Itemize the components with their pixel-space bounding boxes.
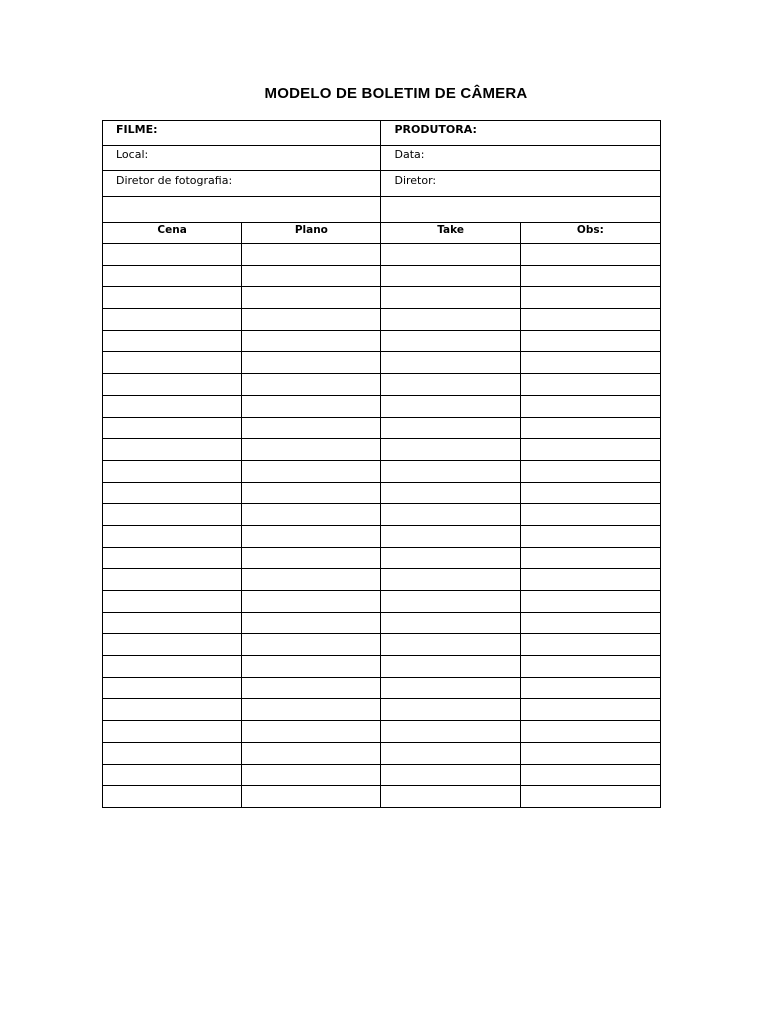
cell-obs[interactable] xyxy=(520,547,660,569)
table-row xyxy=(103,786,661,808)
cell-cena[interactable] xyxy=(103,309,242,331)
filme-label: FILME: xyxy=(116,123,158,136)
cell-take[interactable] xyxy=(381,569,520,591)
cell-obs[interactable] xyxy=(520,460,660,482)
cell-cena[interactable] xyxy=(103,330,242,352)
table-row xyxy=(103,460,661,482)
cell-plano[interactable] xyxy=(242,699,381,721)
cell-cena[interactable] xyxy=(103,374,242,396)
cell-plano[interactable] xyxy=(242,460,381,482)
cell-plano[interactable] xyxy=(242,764,381,786)
cell-take[interactable] xyxy=(381,244,520,266)
cell-obs[interactable] xyxy=(520,374,660,396)
blank-field-left[interactable] xyxy=(103,197,381,223)
cell-cena[interactable] xyxy=(103,287,242,309)
diretor-label: Diretor: xyxy=(394,174,437,187)
cell-plano[interactable] xyxy=(242,330,381,352)
cell-cena[interactable] xyxy=(103,244,242,266)
cell-obs[interactable] xyxy=(520,439,660,461)
table-row xyxy=(103,569,661,591)
cell-obs[interactable] xyxy=(520,287,660,309)
cell-plano[interactable] xyxy=(242,547,381,569)
column-header-take: Take xyxy=(381,223,520,244)
page-title: MODELO DE BOLETIM DE CÂMERA xyxy=(264,85,528,102)
table-row xyxy=(103,721,661,743)
blank-field-right[interactable] xyxy=(381,197,661,223)
cell-cena[interactable] xyxy=(103,634,242,656)
cell-take[interactable] xyxy=(381,330,520,352)
cell-plano[interactable] xyxy=(242,504,381,526)
diretor-field[interactable] xyxy=(381,171,661,197)
cell-obs[interactable] xyxy=(520,265,660,287)
table-row xyxy=(103,504,661,526)
cell-obs[interactable] xyxy=(520,525,660,547)
cell-cena[interactable] xyxy=(103,721,242,743)
column-header-row xyxy=(103,223,661,244)
cell-take[interactable] xyxy=(381,265,520,287)
table-row xyxy=(103,525,661,547)
table-row xyxy=(103,374,661,396)
table-row xyxy=(103,656,661,678)
cell-plano[interactable] xyxy=(242,352,381,374)
cell-cena[interactable] xyxy=(103,591,242,613)
table-row xyxy=(103,482,661,504)
table-row xyxy=(103,352,661,374)
cell-take[interactable] xyxy=(381,525,520,547)
cell-obs[interactable] xyxy=(520,482,660,504)
table-row xyxy=(103,309,661,331)
cell-cena[interactable] xyxy=(103,786,242,808)
cell-plano[interactable] xyxy=(242,525,381,547)
cell-obs[interactable] xyxy=(520,764,660,786)
cell-take[interactable] xyxy=(381,460,520,482)
table-row xyxy=(103,699,661,721)
cell-obs[interactable] xyxy=(520,330,660,352)
cell-take[interactable] xyxy=(381,634,520,656)
cell-take[interactable] xyxy=(381,374,520,396)
table-row xyxy=(103,547,661,569)
cell-cena[interactable] xyxy=(103,352,242,374)
cell-plano[interactable] xyxy=(242,395,381,417)
table-row xyxy=(103,439,661,461)
cell-cena[interactable] xyxy=(103,525,242,547)
cell-cena[interactable] xyxy=(103,612,242,634)
cell-cena[interactable] xyxy=(103,265,242,287)
cell-take[interactable] xyxy=(381,764,520,786)
cell-obs[interactable] xyxy=(520,591,660,613)
cell-obs[interactable] xyxy=(520,504,660,526)
cell-plano[interactable] xyxy=(242,374,381,396)
local-label: Local: xyxy=(116,148,149,161)
cell-take[interactable] xyxy=(381,482,520,504)
cell-plano[interactable] xyxy=(242,265,381,287)
cell-take[interactable] xyxy=(381,547,520,569)
table-row xyxy=(103,612,661,634)
header-row-filme xyxy=(103,121,661,146)
produtora-field[interactable] xyxy=(381,121,661,146)
diretor-fotografia-field[interactable] xyxy=(103,171,381,197)
cell-plano[interactable] xyxy=(242,612,381,634)
cell-plano[interactable] xyxy=(242,309,381,331)
cell-cena[interactable] xyxy=(103,656,242,678)
camera-report-table xyxy=(102,120,661,808)
table-row xyxy=(103,677,661,699)
cell-take[interactable] xyxy=(381,742,520,764)
column-header-cena: Cena xyxy=(103,223,242,244)
table-row xyxy=(103,287,661,309)
cell-plano[interactable] xyxy=(242,742,381,764)
cell-obs[interactable] xyxy=(520,395,660,417)
cell-take[interactable] xyxy=(381,504,520,526)
cell-take[interactable] xyxy=(381,439,520,461)
cell-take[interactable] xyxy=(381,287,520,309)
cell-cena[interactable] xyxy=(103,547,242,569)
table-row xyxy=(103,764,661,786)
cell-plano[interactable] xyxy=(242,634,381,656)
cell-cena[interactable] xyxy=(103,699,242,721)
table-row xyxy=(103,330,661,352)
cell-take[interactable] xyxy=(381,352,520,374)
table-row xyxy=(103,265,661,287)
cell-obs[interactable] xyxy=(520,569,660,591)
cell-plano[interactable] xyxy=(242,417,381,439)
cell-plano[interactable] xyxy=(242,656,381,678)
data-label: Data: xyxy=(394,148,425,161)
cell-obs[interactable] xyxy=(520,656,660,678)
cell-cena[interactable] xyxy=(103,439,242,461)
cell-cena[interactable] xyxy=(103,482,242,504)
cell-take[interactable] xyxy=(381,612,520,634)
cell-plano[interactable] xyxy=(242,677,381,699)
cell-cena[interactable] xyxy=(103,395,242,417)
cell-cena[interactable] xyxy=(103,460,242,482)
data-field[interactable] xyxy=(381,146,661,171)
cell-cena[interactable] xyxy=(103,677,242,699)
cell-take[interactable] xyxy=(381,591,520,613)
cell-cena[interactable] xyxy=(103,742,242,764)
cell-plano[interactable] xyxy=(242,721,381,743)
cell-obs[interactable] xyxy=(520,699,660,721)
cell-plano[interactable] xyxy=(242,244,381,266)
cell-plano[interactable] xyxy=(242,287,381,309)
table-row xyxy=(103,742,661,764)
cell-plano[interactable] xyxy=(242,439,381,461)
filme-field[interactable] xyxy=(103,121,381,146)
column-header-obs: Obs: xyxy=(520,223,660,244)
cell-take[interactable] xyxy=(381,417,520,439)
cell-plano[interactable] xyxy=(242,482,381,504)
header-row-local xyxy=(103,146,661,171)
cell-take[interactable] xyxy=(381,656,520,678)
header-row-blank xyxy=(103,197,661,223)
produtora-label: PRODUTORA: xyxy=(394,123,477,136)
table-row xyxy=(103,417,661,439)
cell-take[interactable] xyxy=(381,786,520,808)
cell-cena[interactable] xyxy=(103,569,242,591)
cell-obs[interactable] xyxy=(520,742,660,764)
table-row xyxy=(103,395,661,417)
cell-obs[interactable] xyxy=(520,417,660,439)
cell-cena[interactable] xyxy=(103,764,242,786)
column-header-plano: Plano xyxy=(242,223,381,244)
cell-take[interactable] xyxy=(381,677,520,699)
cell-cena[interactable] xyxy=(103,504,242,526)
cell-take[interactable] xyxy=(381,699,520,721)
cell-obs[interactable] xyxy=(520,352,660,374)
table-row xyxy=(103,591,661,613)
cell-cena[interactable] xyxy=(103,417,242,439)
cell-take[interactable] xyxy=(381,395,520,417)
cell-plano[interactable] xyxy=(242,569,381,591)
cell-take[interactable] xyxy=(381,721,520,743)
cell-take[interactable] xyxy=(381,309,520,331)
cell-obs[interactable] xyxy=(520,612,660,634)
cell-plano[interactable] xyxy=(242,786,381,808)
table-row xyxy=(103,244,661,266)
cell-obs[interactable] xyxy=(520,244,660,266)
table-row xyxy=(103,634,661,656)
local-field[interactable] xyxy=(103,146,381,171)
cell-obs[interactable] xyxy=(520,786,660,808)
cell-obs[interactable] xyxy=(520,677,660,699)
cell-obs[interactable] xyxy=(520,309,660,331)
cell-plano[interactable] xyxy=(242,591,381,613)
diretor-fotografia-label: Diretor de fotografia: xyxy=(116,174,233,187)
header-row-diretor xyxy=(103,171,661,197)
cell-obs[interactable] xyxy=(520,634,660,656)
cell-obs[interactable] xyxy=(520,721,660,743)
